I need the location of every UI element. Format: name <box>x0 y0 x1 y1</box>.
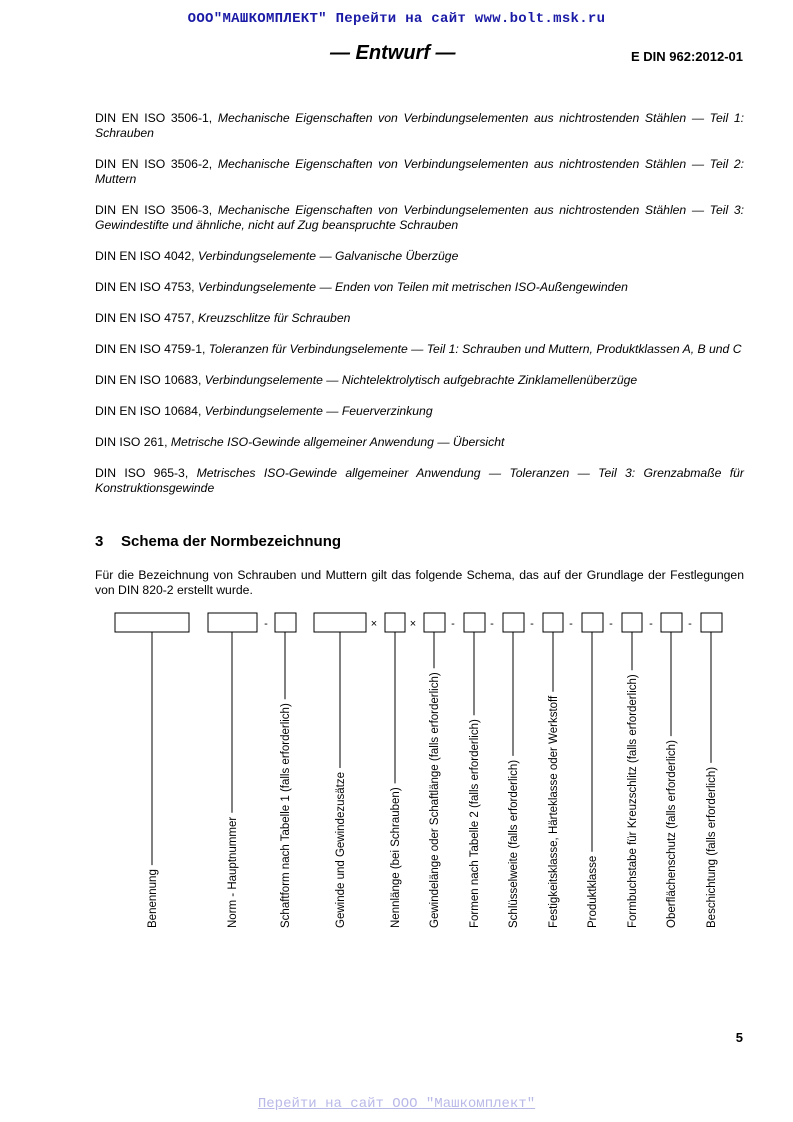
schema-separator: - <box>451 618 455 630</box>
draft-heading: — Entwurf — <box>330 42 456 64</box>
top-site-link[interactable]: ООО"МАШКОМПЛЕКТ" Перейти на сайт www.bolt.msk.ru <box>187 11 606 27</box>
schema-field-box <box>115 613 189 632</box>
schema-separator: - <box>569 618 573 630</box>
reference-title: Toleranzen für Verbindungselemente — Teil 1: Schrauben und Muttern, Produktklassen A, B und C <box>208 342 742 356</box>
schema-field-box <box>543 613 563 632</box>
section-title: Schema der Normbezeichnung <box>121 533 342 550</box>
schema-label: Festigkeitsklasse, Härteklasse oder Werkstoff <box>548 695 560 928</box>
schema-separator: - <box>490 618 494 630</box>
reference-code: DIN EN ISO 4753, <box>95 280 198 294</box>
schema-separator: - <box>688 618 692 630</box>
reference-code: DIN EN ISO 4042, <box>95 249 198 263</box>
schema-field-box <box>314 613 366 632</box>
schema-field-box <box>424 613 445 632</box>
schema-label: Produktklasse <box>587 855 599 928</box>
schema-label: Benennung <box>147 869 159 928</box>
reference-title: Verbindungselemente — Feuerverzinkung <box>204 404 433 418</box>
schema-separator: - <box>649 618 653 630</box>
reference-title: Mechanische Eigenschaften von Verbindungselementen aus nichtrostenden Stählen — Teil 1: Schrauben <box>95 111 745 140</box>
reference-code: DIN EN ISO 4757, <box>95 311 198 325</box>
schema-label: Nennlänge (bei Schrauben) <box>390 787 402 928</box>
schema-label: Schaftform nach Tabelle 1 (falls erforderlich) <box>280 703 292 928</box>
schema-separator: - <box>264 618 268 630</box>
document-number: E DIN 962:2012-01 <box>630 49 743 64</box>
schema-label: Formen nach Tabelle 2 (falls erforderlich) <box>469 719 481 928</box>
reference-title: Verbindungselemente — Nichtelektrolytisch aufgebrachte Zinklamellenüberzüge <box>204 373 638 387</box>
schema-separator: - <box>530 618 534 630</box>
schema-field-box <box>503 613 524 632</box>
reference-code: DIN EN ISO 3506-3, <box>95 203 218 217</box>
reference-code: DIN EN ISO 3506-1, <box>95 111 218 125</box>
schema-separator: × <box>370 618 378 630</box>
reference-title: Verbindungselemente — Enden von Teilen mit metrischen ISO-Außengewinden <box>197 280 628 294</box>
reference-title: Kreuzschlitze für Schrauben <box>197 311 351 325</box>
schema-field-box <box>385 613 405 632</box>
bottom-site-link[interactable]: Перейти на сайт ООО "Машкомплект" <box>257 1096 536 1112</box>
reference-title: Metrische ISO-Gewinde allgemeiner Anwendung — Übersicht <box>170 435 505 449</box>
schema-field-box <box>661 613 682 632</box>
schema-label: Oberflächenschutz (falls erforderlich) <box>666 740 678 928</box>
schema-field-box <box>275 613 296 632</box>
reference-code: DIN EN ISO 10684, <box>95 404 205 418</box>
section-paragraph: Für die Bezeichnung von Schrauben und Muttern gilt das folgende Schema, das auf der Grundlage der Festlegungen von DIN 820-2 erstellt wurde. <box>95 568 744 597</box>
reference-code: DIN ISO 261, <box>95 435 171 449</box>
reference-code: DIN EN ISO 4759-1, <box>95 342 209 356</box>
reference-code: DIN EN ISO 10683, <box>95 373 205 387</box>
schema-label: Formbuchstabe für Kreuzschlitz (falls erforderlich) <box>627 674 639 928</box>
reference-title: Mechanische Eigenschaften von Verbindungselementen aus nichtrostenden Stählen — Teil 3: Gewindestifte und ähnliche, nicht auf Zug beanspruchte Schrauben <box>95 203 745 232</box>
schema-separator: - <box>609 618 613 630</box>
schema-field-box <box>582 613 603 632</box>
reference-code: DIN EN ISO 3506-2, <box>95 157 218 171</box>
schema-label: Beschichtung (falls erforderlich) <box>706 766 718 928</box>
schema-label: Gewindelänge oder Schaftlänge (falls erforderlich) <box>429 672 441 928</box>
schema-label: Norm - Hauptnummer <box>227 816 239 928</box>
reference-code: DIN ISO 965-3, <box>95 466 197 480</box>
schema-label: Schlüsselweite (falls erforderlich) <box>508 759 520 928</box>
reference-title: Metrisches ISO-Gewinde allgemeiner Anwendung — Toleranzen — Teil 3: Grenzabmaße für Konstruktionsgewinde <box>95 466 744 495</box>
section-number: 3 <box>95 533 104 550</box>
reference-title: Verbindungselemente — Galvanische Überzüge <box>197 249 459 263</box>
schema-field-box <box>208 613 257 632</box>
schema-field-box <box>464 613 485 632</box>
schema-separator: × <box>409 618 417 630</box>
schema-field-box <box>622 613 642 632</box>
page-number: 5 <box>735 1030 743 1045</box>
schema-label: Gewinde und Gewindezusätze <box>335 772 347 928</box>
schema-field-box <box>701 613 722 632</box>
reference-title: Mechanische Eigenschaften von Verbindungselementen aus nichtrostenden Stählen — Teil 2: Muttern <box>95 157 745 186</box>
